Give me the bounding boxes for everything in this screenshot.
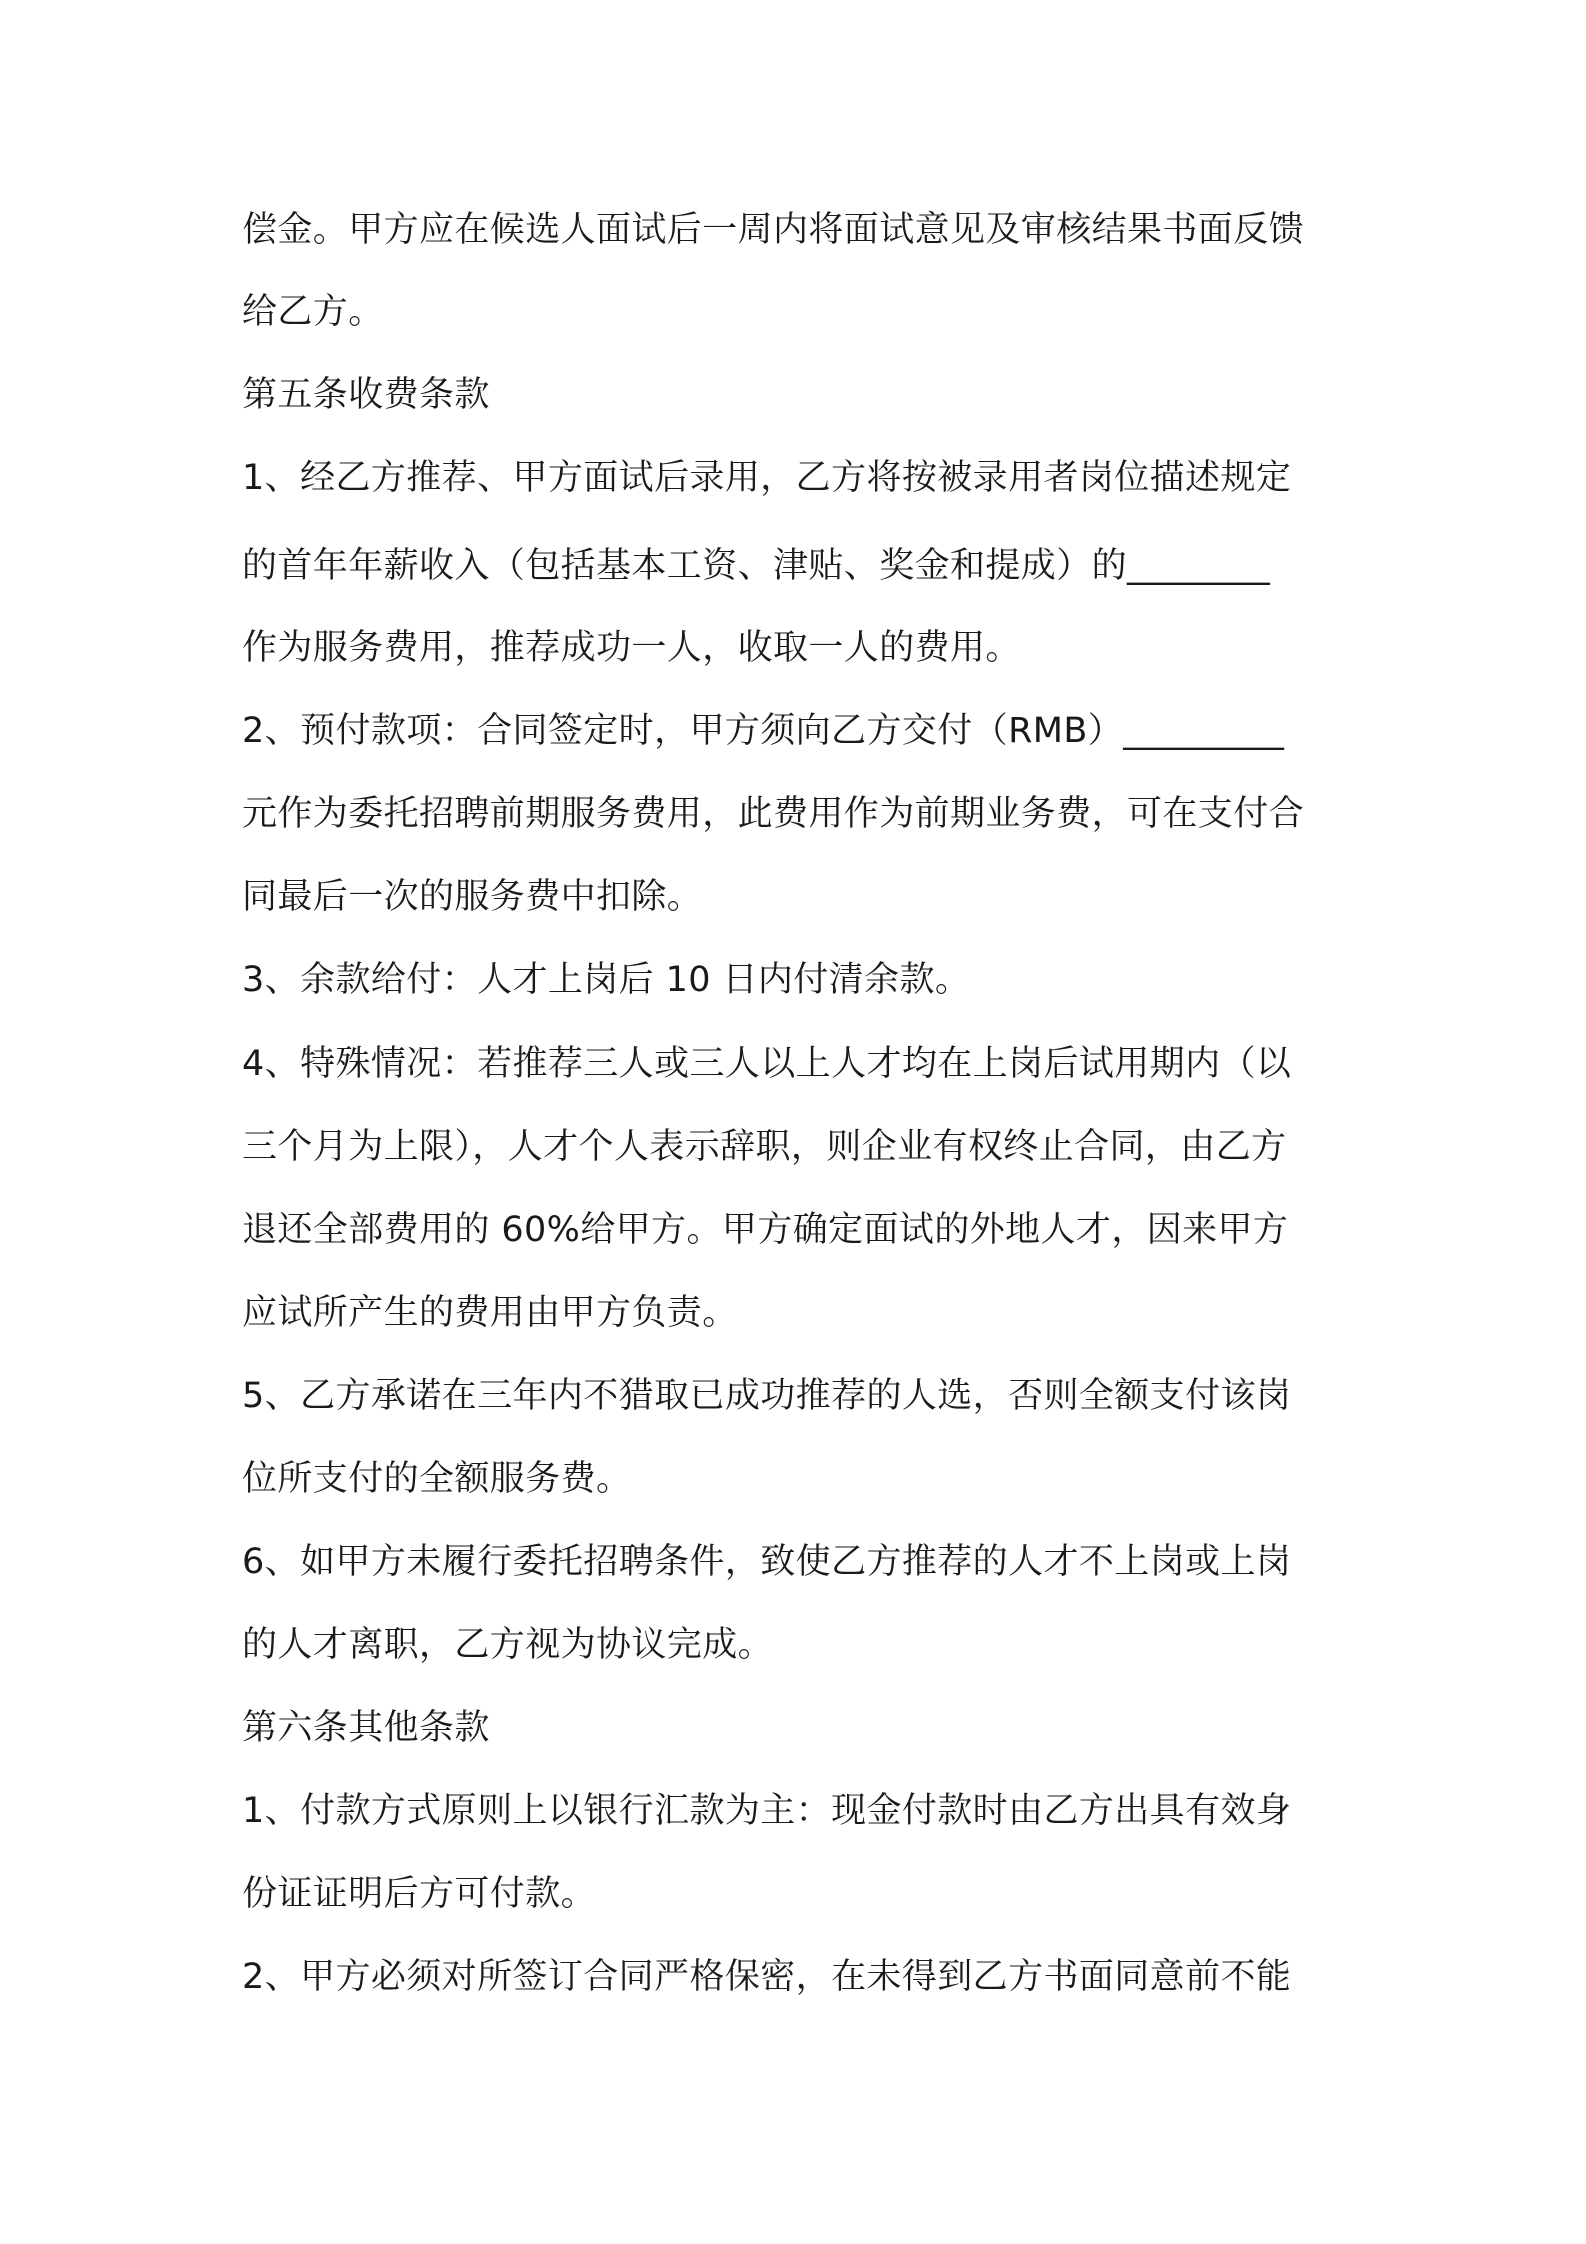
text-line: 元作为委托招聘前期服务费用，此费用作为前期业务费，可在支付合 [242, 794, 1305, 834]
text-line: 3、余款给付：人才上岗后 10 日内付清余款。 [242, 960, 971, 1000]
text-line: 2、甲方必须对所签订合同严格保密，在未得到乙方书面同意前不能 [242, 1957, 1292, 1997]
text-line: 1、付款方式原则上以银行汇款为主：现金付款时由乙方出具有效身 [242, 1791, 1292, 1831]
text-line: 退还全部费用的 60%给甲方。甲方确定面试的外地人才，因来甲方 [242, 1210, 1289, 1250]
text-line: 的人才离职，乙方视为协议完成。 [242, 1625, 774, 1665]
text-line: 偿金。甲方应在候选人面试后一周内将面试意见及审核结果书面反馈 [242, 210, 1305, 250]
text-line: 位所支付的全额服务费。 [242, 1459, 632, 1499]
text-line: 作为服务费用，推荐成功一人，收取一人的费用。 [242, 628, 1021, 668]
text-line: 应试所产生的费用由甲方负责。 [242, 1293, 738, 1333]
text-line: 5、乙方承诺在三年内不猎取已成功推荐的人选，否则全额支付该岗 [242, 1376, 1292, 1416]
section-heading-article-6: 第六条其他条款 [242, 1708, 490, 1748]
section-heading-article-5: 第五条收费条款 [242, 375, 490, 415]
text-line: 同最后一次的服务费中扣除。 [242, 877, 703, 917]
text-line: 给乙方。 [242, 292, 384, 332]
text-line: 的首年年薪收入（包括基本工资、津贴、奖金和提成）的________ [242, 546, 1271, 586]
text-line: 6、如甲方未履行委托招聘条件，致使乙方推荐的人才不上岗或上岗 [242, 1542, 1292, 1582]
text-line: 1、经乙方推荐、甲方面试后录用，乙方将按被录用者岗位描述规定 [242, 458, 1292, 498]
text-line: 份证证明后方可付款。 [242, 1874, 597, 1914]
text-line: 2、预付款项：合同签定时，甲方须向乙方交付（RMB）_________ [242, 711, 1285, 751]
text-line: 三个月为上限），人才个人表示辞职，则企业有权终止合同，由乙方 [242, 1127, 1287, 1167]
text-line: 4、特殊情况：若推荐三人或三人以上人才均在上岗后试用期内（以 [242, 1044, 1292, 1084]
